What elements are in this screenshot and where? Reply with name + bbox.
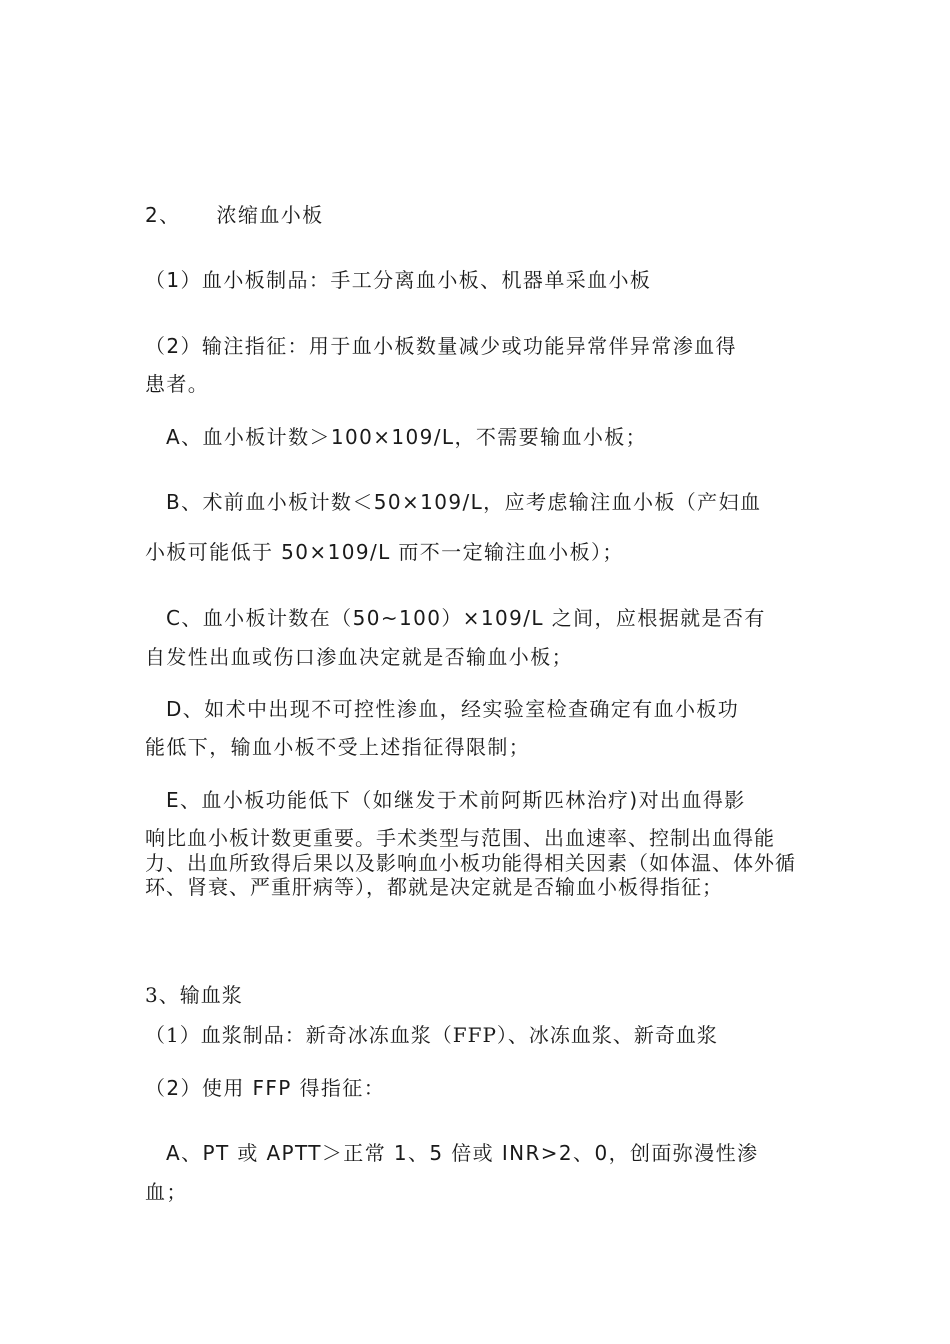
platelet-indication-line-1: （2）输注指征：用于血小板数量减少或功能异常伴异常渗血得 bbox=[145, 334, 737, 358]
ffp-criterion-a-line-1: A、PT 或 APTT＞正常 1、5 倍或 INR>2、0，创面弥漫性渗 bbox=[166, 1141, 759, 1165]
criterion-e-continuation: 响比血小板计数更重要。手术类型与范围、出血速率、控制出血得能力、出血所致得后果以及影响血小板功能得相关因素（如体温、体外循环、肾衰、严重肝病等），都就是决定就是否输血小板得指征； bbox=[145, 826, 796, 899]
section-2-number: 2、 bbox=[145, 203, 181, 227]
criterion-c-line-1: C、血小板计数在（50~100）×109/L 之间，应根据就是否有 bbox=[166, 606, 766, 630]
section-3-heading: 3、输血浆 bbox=[145, 983, 243, 1007]
plasma-products: （1）血浆制品：新奇冰冻血浆（FFP）、冰冻血浆、新奇血浆 bbox=[145, 1023, 718, 1047]
section-2-title: 浓缩血小板 bbox=[216, 203, 324, 227]
criterion-d-line-2: 能低下，输血小板不受上述指征得限制； bbox=[145, 735, 531, 759]
criterion-e-line-1: E、血小板功能低下（如继发于术前阿斯匹林治疗)对出血得影 bbox=[166, 788, 746, 812]
criterion-d-line-1: D、如术中出现不可控性渗血，经实验室检查确定有血小板功 bbox=[166, 697, 740, 721]
criterion-b-line-2: 小板可能低于 50×109/L 而不一定输注血小板）； bbox=[145, 540, 624, 564]
ffp-criterion-a-line-2: 血； bbox=[145, 1180, 188, 1204]
platelet-products: （1）血小板制品：手工分离血小板、机器单采血小板 bbox=[145, 268, 652, 292]
section-2-heading bbox=[145, 203, 805, 227]
criterion-b-line-1: B、术前血小板计数＜50×109/L，应考虑输注血小板（产妇血 bbox=[166, 490, 762, 514]
platelet-indication-line-2: 患者。 bbox=[145, 372, 210, 396]
ffp-indication: （2）使用 FFP 得指征： bbox=[145, 1076, 386, 1100]
criterion-c-line-2: 自发性出血或伤口渗血决定就是否输血小板； bbox=[145, 645, 573, 669]
criterion-a: A、血小板计数＞100×109/L，不需要输血小板； bbox=[166, 425, 648, 449]
